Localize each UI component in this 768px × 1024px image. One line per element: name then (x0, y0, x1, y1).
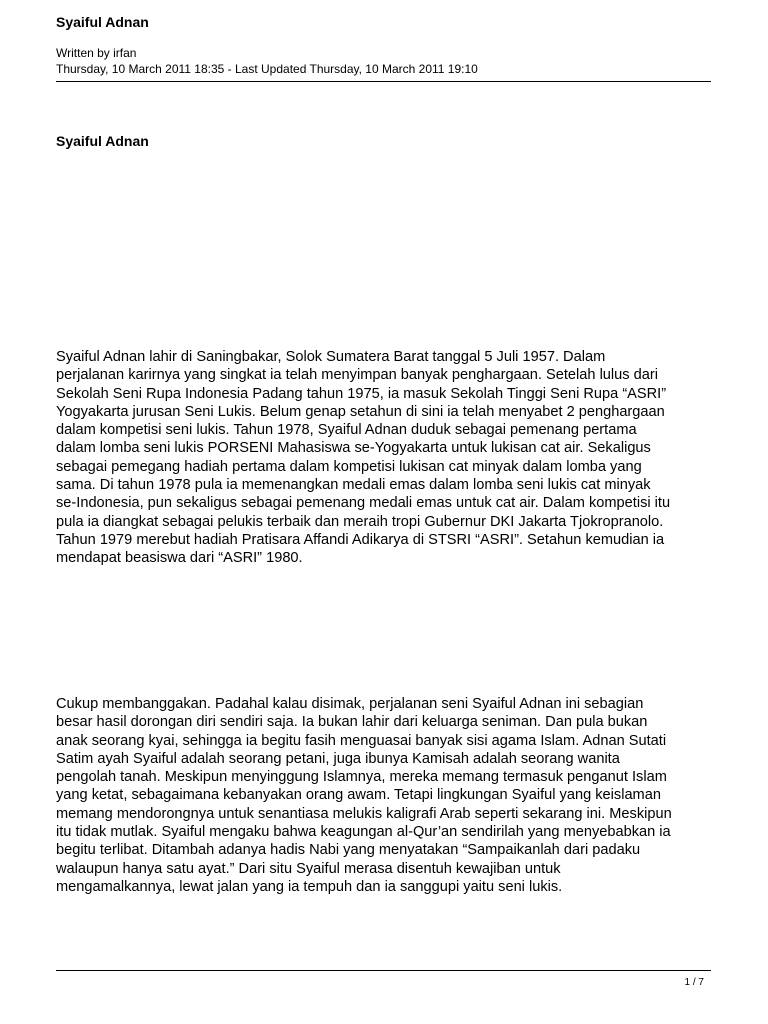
paragraph-line: dalam lomba seni lukis PORSENI Mahasiswa se-Yogyakarta untuk lukisan cat air. Sekaligus (56, 440, 651, 457)
paragraph-line: Sekolah Seni Rupa Indonesia Padang tahun 1975, ia masuk Sekolah Tinggi Seni Rupa “ASRI” (56, 385, 667, 402)
paragraph-line: Satim ayah Syaiful adalah seorang petani, juga ibunya Kamisah adalah seorang wanita (56, 750, 620, 767)
paragraph-line: sama. Di tahun 1978 pula ia memenangkan medali emas dalam lomba seni lukis cat minyak (56, 477, 651, 494)
date-line: Thursday, 10 March 2011 18:35 - Last Updated Thursday, 10 March 2011 19:10 (56, 62, 478, 76)
paragraph-line: memang mendorongnya untuk senantiasa melukis kaligrafi Arab seperti sekarang ini. Meskipun (56, 805, 672, 822)
paragraph-line: Syaiful Adnan lahir di Saningbakar, Solok Sumatera Barat tanggal 5 Juli 1957. Dalam (56, 349, 606, 365)
paragraph-line: mengamalkannya, lewat jalan yang ia tempuh dan ia sanggupi yaitu seni lukis. (56, 878, 563, 895)
paragraph-line: itu tidak mutlak. Syaiful mengaku bahwa keagungan al-Qur’an sendirilah yang menyebabkan ia (56, 824, 671, 841)
paragraph-line: sebagai pemegang hadiah pertama dalam kompetisi lukisan cat minyak dalam lomba yang (56, 458, 642, 475)
paragraph-1 (56, 348, 716, 568)
paragraph-line: mendapat beasiswa dari “ASRI” 1980. (56, 550, 303, 567)
paragraph-2 (56, 695, 716, 896)
paragraph-line: dalam kompetisi seni lukis. Tahun 1978, Syaiful Adnan duduk sebagai pemenang pertama (56, 422, 637, 439)
paragraph-line: besar hasil dorongan diri sendiri saja. Ia bukan lahir dari keluarga seniman. Dan pula bukan (56, 714, 648, 731)
paragraph-line: walaupun hanya satu ayat.” Dari situ Syaiful merasa disentuh kewajiban untuk (56, 860, 561, 877)
article-title: Syaiful Adnan (56, 133, 149, 149)
paragraph-line: pengolah tanah. Meskipun menyinggung Islamnya, mereka memang termasuk penganut Islam (56, 769, 667, 786)
article-meta (56, 45, 478, 77)
page-number: 1 / 7 (684, 977, 704, 988)
paragraph-line: se-Indonesia, pun sekaligus sebagai pemenang medali emas untuk cat air. Dalam kompetisi itu (56, 495, 671, 512)
paragraph-line: Yogyakarta jurusan Seni Lukis. Belum genap setahun di sini ia telah menyabet 2 penghargaan (56, 403, 665, 420)
paragraph-line: anak seorang kyai, sehingga ia begitu fasih menguasai banyak sisi agama Islam. Adnan Sutati (56, 732, 667, 749)
paragraph-line: Tahun 1979 merebut hadiah Pratisara Affandi Adikarya di STSRI “ASRI”. Setahun kemudian ia (56, 531, 665, 548)
paragraph-line: perjalanan karirnya yang singkat ia telah menyimpan banyak penghargaan. Setelah lulus dari (56, 367, 658, 384)
paragraph-line: yang ketat, sebagaimana kebanyakan orang awam. Tetapi lingkungan Syaiful yang keislaman (56, 787, 661, 804)
running-header-title: Syaiful Adnan (56, 14, 149, 30)
footer-divider (56, 970, 711, 971)
paragraph-line: pula ia diangkat sebagai pelukis terbaik dan meraih tropi Gubernur DKI Jakarta Tjokropranolo. (56, 513, 664, 530)
paragraph-line: Cukup membanggakan. Padahal kalau disimak, perjalanan seni Syaiful Adnan ini sebagian (56, 696, 644, 712)
header-divider (56, 81, 711, 82)
paragraph-line: begitu terlibat. Ditambah adanya hadis Nabi yang menyatakan “Sampaikanlah dari padaku (56, 842, 641, 859)
author-line: Written by irfan (56, 46, 137, 60)
